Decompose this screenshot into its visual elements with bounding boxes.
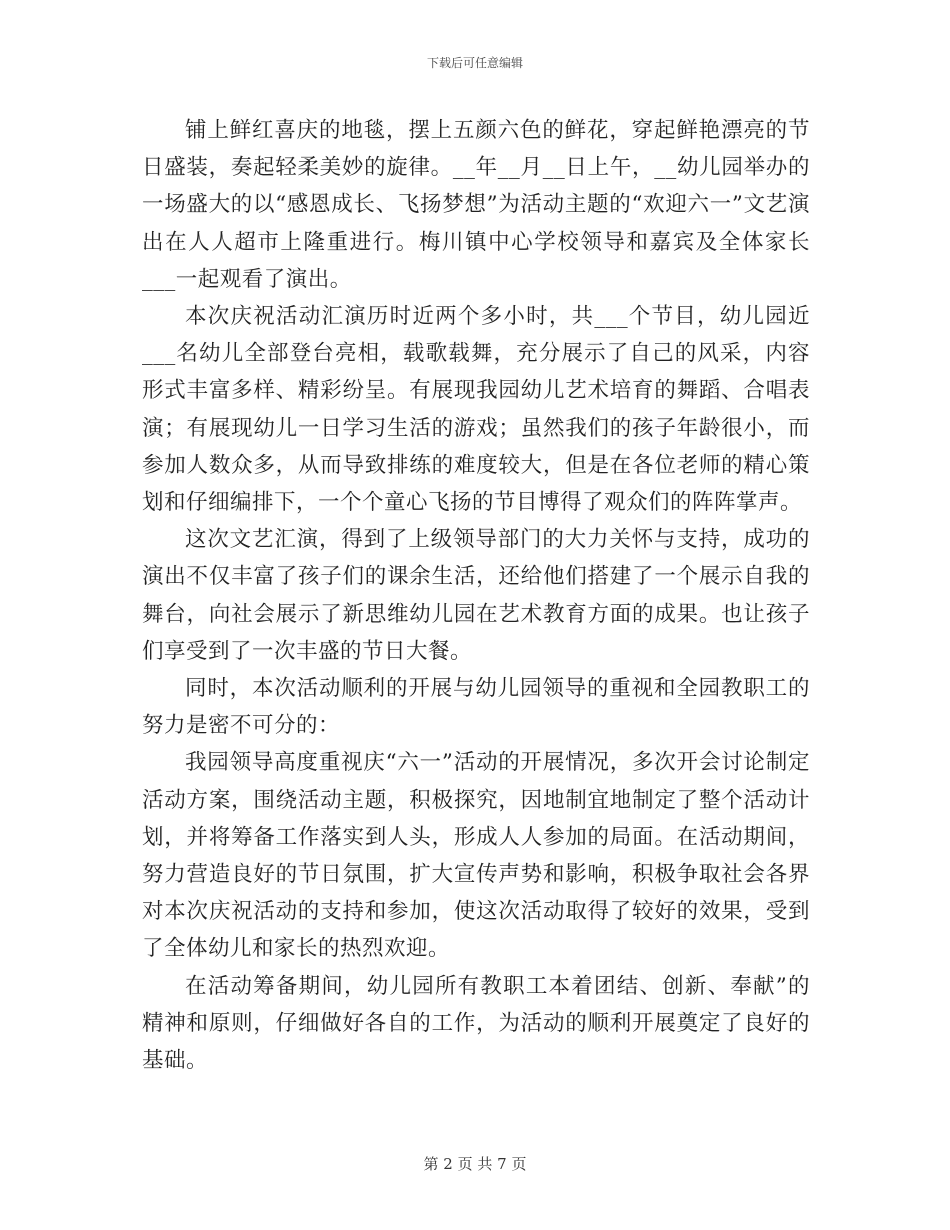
document-body <box>142 112 810 1079</box>
paragraph: 我园领导高度重视庆“六一”活动的开展情况，多次开会讨论制定活动方案，围绕活动主题，积极探究，因地制宜地制定了整个活动计划，并将筹备工作落实到人头，形成人人参加的局面。在活动期间，努力营造良好的节日氛围，扩大宣传声势和影响，积极争取社会各界对本次庆祝活动的支持和参加，使这次活动取得了较好的效果，受到了全体幼儿和家长的热烈欢迎。 <box>142 750 810 962</box>
paragraph: 铺上鲜红喜庆的地毯，摆上五颜六色的鲜花，穿起鲜艳漂亮的节日盛装，奏起轻柔美妙的旋律。__年__月__日上午，__幼儿园举办的一场盛大的以“感恩成长、飞扬梦想”为活动主题的“欢迎六一”文艺演出在人人超市上隆重进行。梅川镇中心学校领导和嘉宾及全体家长___一起观看了演出。 <box>142 118 810 292</box>
page-number: 第 2 页 共 7 页 <box>423 1155 527 1173</box>
header-note: 下载后可任意编辑 <box>426 56 523 70</box>
paragraph: 本次庆祝活动汇演历时近两个多小时，共___个节目，幼儿园近___名幼儿全部登台亮相，载歌载舞，充分展示了自己的风采，内容形式丰富多样、精彩纷呈。有展现我园幼儿艺术培育的舞蹈、合唱表演；有展现幼儿一日学习生活的游戏；虽然我们的孩子年龄很小，而参加人数众多，从而导致排练的难度较大，但是在各位老师的精心策划和仔细编排下，一个个童心飞扬的节目博得了观众们的阵阵掌声。 <box>142 304 810 516</box>
paragraph: 同时，本次活动顺利的开展与幼儿园领导的重视和全园教职工的努力是密不可分的： <box>142 676 810 739</box>
paragraph: 在活动筹备期间，幼儿园所有教职工本着团结、创新、奉献”的精神和原则，仔细做好各自的工作，为活动的顺利开展奠定了良好的基础。 <box>142 973 810 1074</box>
paragraph: 这次文艺汇演，得到了上级领导部门的大力关怀与支持，成功的演出不仅丰富了孩子们的课余生活，还给他们搭建了一个展示自我的舞台，向社会展示了新思维幼儿园在艺术教育方面的成果。也让孩子们享受到了一次丰盛的节日大餐。 <box>142 527 810 664</box>
